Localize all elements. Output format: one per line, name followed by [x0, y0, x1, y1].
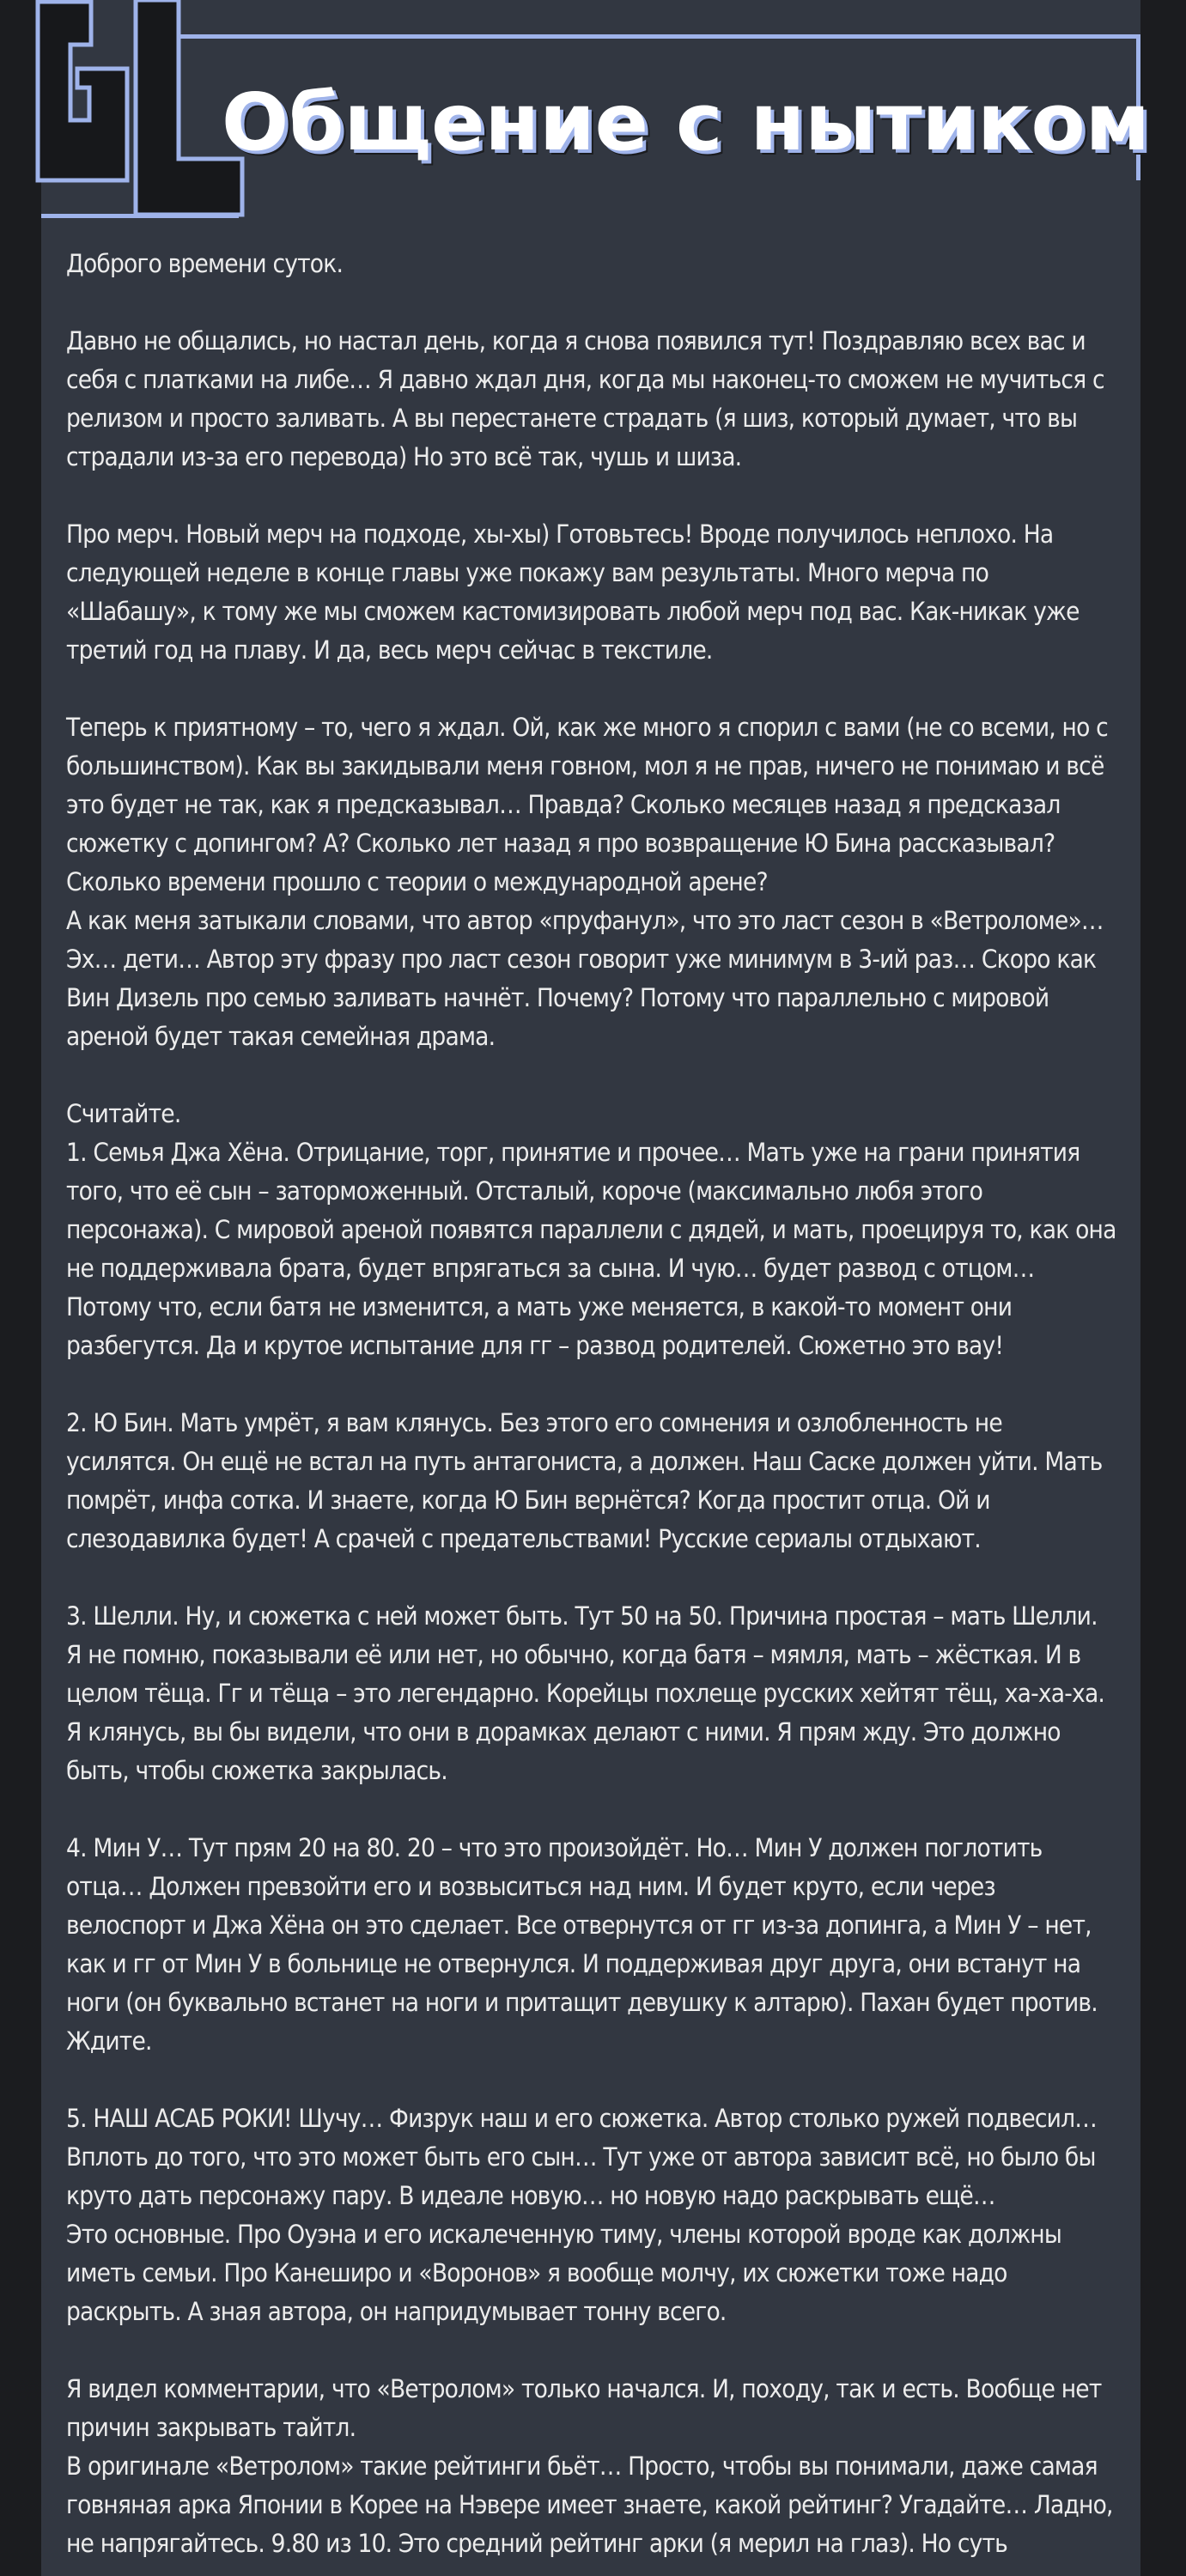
page-title: Общение с нытиком: [222, 76, 1150, 168]
paragraph: 3. Шелли. Ну, и сюжетка с ней может быть. Тут 50 на 50. Причина простая – мать Шелли. Я не помню, показывали её или нет, но обычно, когда батя – мямля, мать – жёсткая. И в целом тёща. Гг и тёща – это легендарно. Корейцы похлеще русских хейтят тёщ, ха-ха-ха. Я клянусь, вы бы видели, что они в дорамках делают с ними. Я прям жду. Это должно быть, чтобы сюжетка закрылась.: [66, 1601, 1105, 1785]
paragraph: Про мерч. Новый мерч на подходе, хы-хы) Готовьтесь! Вроде получилось неплохо. На следующей неделе в конце главы уже покажу вам результаты. Много мерча по «Шабашу», к тому же мы сможем кастомизировать любой мерч под вас. Как-никак уже третий год на плаву. И да, весь мерч сейчас в текстиле.: [66, 519, 1080, 665]
gl-logo: [34, 0, 245, 219]
paragraph-gap: [66, 2061, 1118, 2099]
paragraph: 5. НАШ АСАБ РОКИ! Шучу… Физрук наш и его сюжетка. Автор столько ружей подвесил… Вплоть до того, что это может быть его сын… Тут уже от автора зависит всё, но было бы круто дать персонажу пару. В идеале новую… но новую надо раскрывать ещё…: [66, 2104, 1098, 2210]
paragraph-gap: [66, 477, 1118, 515]
paragraph-gap: [66, 1056, 1118, 1095]
paragraph-gap: [66, 283, 1118, 322]
paragraph-gap: [66, 1790, 1118, 1829]
article-body: [66, 245, 1118, 2563]
paragraph: Давно не общались, но настал день, когда я снова появился тут! Поздравляю всех вас и себя с платками на либе… Я давно ждал дня, когда мы наконец-то сможем не мучиться с релизом и просто заливать. А вы перестанете страдать (я шиз, который думает, что вы страдали из-за его перевода) Но это всё так, чушь и шиза.: [66, 326, 1104, 471]
paragraph: А как меня затыкали словами, что автор «пруфанул», что это ласт сезон в «Ветроломе»… Эх… дети… Автор эту фразу про ласт сезон говорит уже минимум в 3-ий раз… Скоро как Вин Дизель про семью заливать начнёт. Почему? Потому что параллельно с мировой ареной будет такая семейная драма.: [66, 906, 1104, 1051]
paragraph: 1. Семья Джа Хёна. Отрицание, торг, принятие и прочее… Мать уже на грани принятия того, что её сын – заторможенный. Отсталый, короче (максимально любя этого персонажа). С мировой ареной появятся параллели с дядей, и мать, проецируя то, как она не поддерживала брата, будет впрягаться за сына. И чую… будет развод с отцом… Потому что, если батя не изменится, а мать уже меняется, в какой-то момент они разбегутся. Да и крутое испытание для гг – развод родителей. Сюжетно это вау!: [66, 1138, 1116, 1360]
paragraph: Теперь к приятному – то, чего я ждал. Ой, как же много я спорил с вами (не со всеми, но с большинством). Как вы закидывали меня говном, мол я не прав, ничего не понимаю и всё это будет не так, как я предсказывал… Правда? Сколько месяцев назад я предсказал сюжетку с допингом? А? Сколько лет назад я про возвращение Ю Бина рассказывал? Сколько времени прошло с теории о международной арене?: [66, 713, 1108, 896]
paragraph: Это основные. Про Оуэна и его искалеченную тиму, члены которой вроде как должны иметь семьи. Про Канеширо и «Воронов» я вообще молчу, их сюжетки тоже надо раскрыть. А зная автора, он напридумывает тонну всего.: [66, 2220, 1062, 2326]
paragraph: Считайте.: [66, 1099, 181, 1128]
paragraph: Доброго времени суток.: [66, 249, 344, 278]
paragraph: 2. Ю Бин. Мать умрёт, я вам клянусь. Без этого его сомнения и озлобленность не усилятся. Он ещё не встал на путь антагониста, а должен. Наш Саске должен уйти. Мать помрёт, инфа сотка. И знаете, когда Ю Бин вернётся? Когда простит отца. Ой и слезодавилка будет! А срачей с предательствами! Русские сериалы отдыхают.: [66, 1408, 1103, 1553]
paragraph-gap: [66, 2331, 1118, 2370]
paragraph: В оригинале «Ветролом» такие рейтинги бьёт… Просто, чтобы вы понимали, даже самая говняная арка Японии в Корее на Нэвере имеет знаете, какой рейтинг? Угадайте… Ладно, не напрягайтесь. 9.80 из 10. Это средний рейтинг арки (я мерил на глаз). Но суть: [66, 2451, 1113, 2558]
paragraph-gap: [66, 1558, 1118, 1597]
paragraph: Я видел комментарии, что «Ветролом» только начался. И, походу, так и есть. Вообще нет причин закрывать тайтл.: [66, 2374, 1102, 2442]
paragraph: 4. Мин У… Тут прям 20 на 80. 20 – что это произойдёт. Но… Мин У должен поглотить отца… Должен превзойти его и возвыситься над ним. И будет круто, если через велоспорт и Джа Хёна он это сделает. Все отвернутся от гг из-за допинга, а Мин У – нет, как и гг от Мин У в больнице не отвернулся. И поддерживая друг друга, они встанут на ноги (он буквально встанет на ноги и притащит девушку к алтарю). Пахан будет против. Ждите.: [66, 1833, 1098, 2056]
paragraph-gap: [66, 1365, 1118, 1404]
paragraph-gap: [66, 670, 1118, 708]
